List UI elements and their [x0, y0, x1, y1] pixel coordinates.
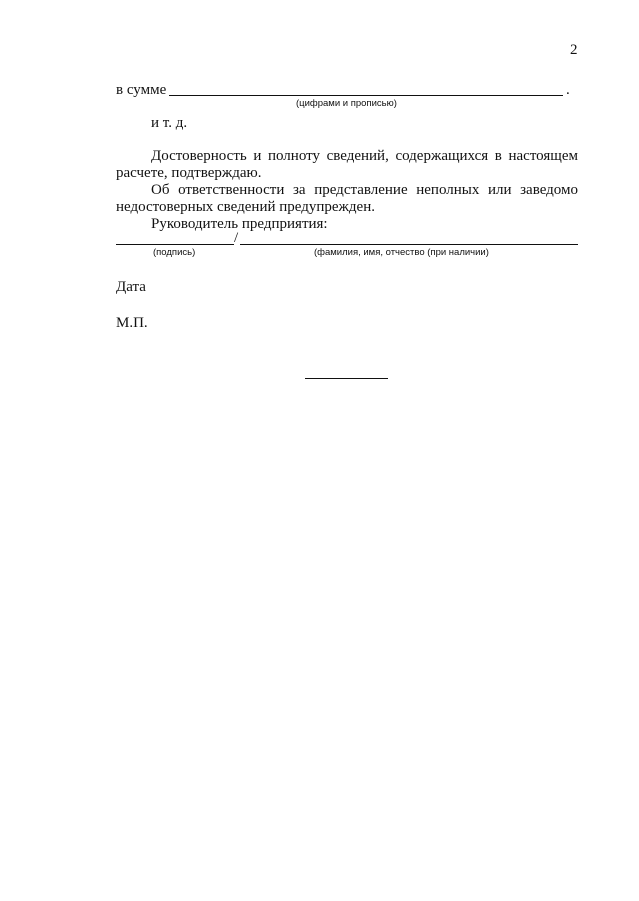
confirm-line-2: расчете, подтверждаю.	[116, 165, 262, 181]
head-label: Руководитель предприятия:	[151, 216, 328, 232]
sum-hint: (цифрами и прописью)	[296, 98, 397, 109]
responsibility-line-1: Об ответственности за представление неполных или заведомо	[151, 182, 578, 198]
signature-separator: /	[234, 230, 239, 246]
confirm-line-1: Достоверность и полноту сведений, содержащихся в настоящем	[151, 148, 578, 164]
date-label: Дата	[116, 279, 146, 295]
sum-end-dot: .	[566, 82, 570, 98]
seal-label: М.П.	[116, 315, 148, 331]
sum-underline	[169, 95, 563, 96]
signature-hint: (подпись)	[153, 247, 196, 258]
name-hint: (фамилия, имя, отчество (при наличии)	[314, 247, 489, 258]
end-divider	[305, 378, 388, 379]
signature-underline	[116, 244, 234, 245]
name-underline	[240, 244, 578, 245]
page-number: 2	[570, 42, 578, 58]
sum-label: в сумме	[116, 82, 167, 98]
etc-text: и т. д.	[151, 115, 188, 131]
responsibility-line-2: недостоверных сведений предупрежден.	[116, 199, 375, 215]
